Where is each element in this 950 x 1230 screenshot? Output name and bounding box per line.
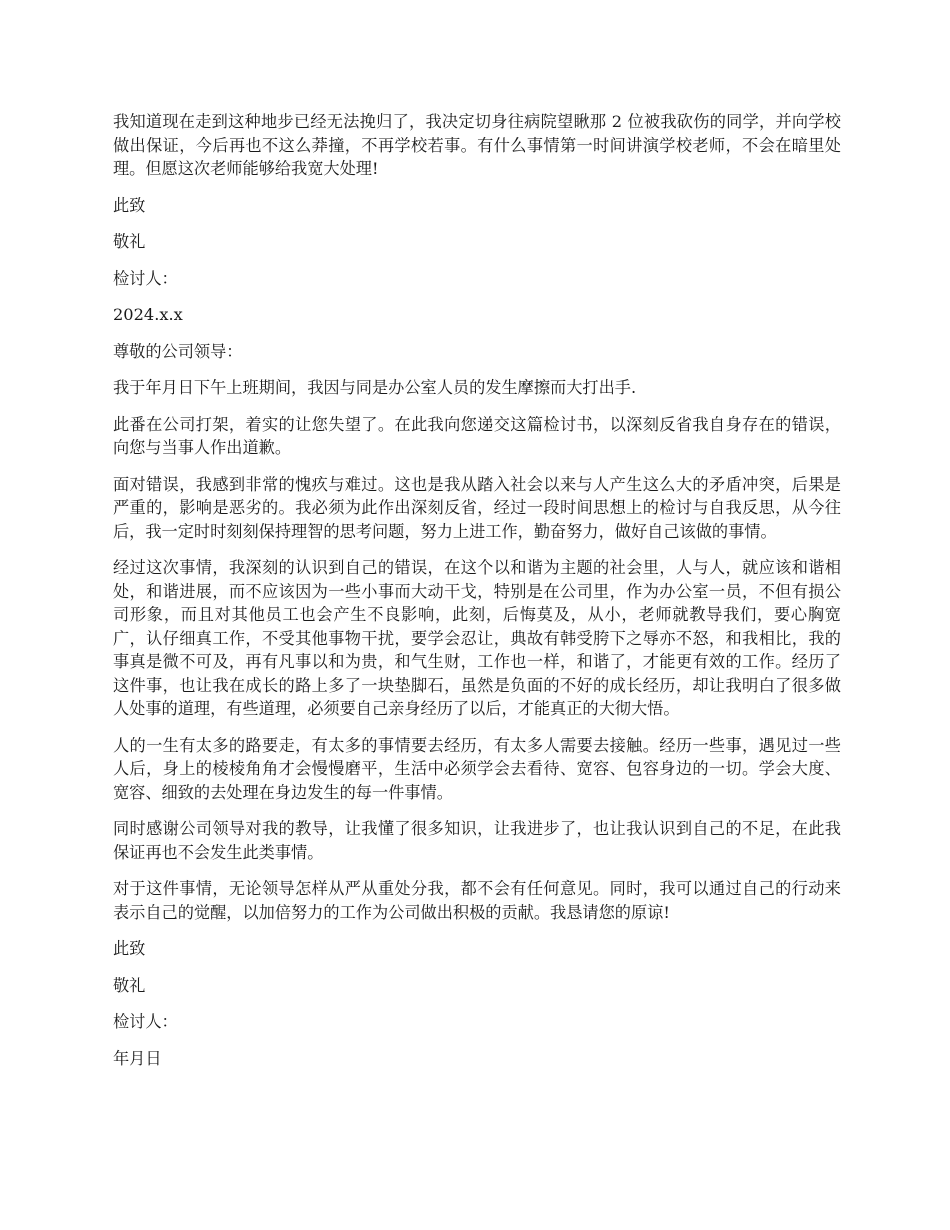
closing-regards: 敬礼 bbox=[113, 232, 146, 251]
date-line: 2024.x.x bbox=[113, 305, 183, 324]
paragraph-apology: 此番在公司打架，着实的让您失望了。在此我向您递交这篇检讨书，以深刻反省我自身存在的错误，向您与当事人作出道歉。 bbox=[113, 414, 841, 457]
closing-regards-2: 敬礼 bbox=[113, 975, 146, 995]
signature-label: 检讨人： bbox=[113, 268, 178, 288]
paragraph-commitment: 我知道现在走到这种地步已经无法挽归了，我决定切身往病院望瞅那 2 位被我砍伤的同学，并向学校做出保证，今后再也不这么莽撞，不再学校若事。有什么事情第一时间讲演学校老师，不会在暗里处理。但愿这次老师能够给我宽大处理! bbox=[113, 112, 841, 178]
paragraph-incident: 我于年月日下午上班期间，我因与同是办公室人员的发生摩擦而大打出手. bbox=[113, 378, 637, 397]
document-body bbox=[113, 110, 841, 1083]
signature-label-2: 检讨人： bbox=[113, 1012, 178, 1031]
paragraph-thanks: 同时感谢公司领导对我的教导，让我懂了很多知识，让我进步了，也让我认识到自己的不足，在此我保证再也不会发生此类事情。 bbox=[113, 819, 841, 862]
paragraph-acceptance: 对于这件事情，无论领导怎样从严从重处分我，都不会有任何意见。同时，我可以通过自己的行动来表示自己的觉醒，以加倍努力的工作为公司做出积极的贡献。我恳请您的原谅! bbox=[113, 879, 841, 922]
date-line-2: 年月日 bbox=[113, 1048, 162, 1068]
greeting: 尊敬的公司领导： bbox=[113, 341, 243, 361]
paragraph-life: 人的一生有太多的路要走，有太多的事情要去经历，有太多人需要去接触。经历一些事，遇见过一些人后，身上的棱棱角角才会慢慢磨平，生活中必须学会去看待、宽容、包容身边的一切。学会大度、宽容、细致的去处理在身边发生的每一件事情。 bbox=[113, 735, 841, 802]
paragraph-lessons: 经过这次事情，我深刻的认识到自己的错误，在这个以和谐为主题的社会里，人与人，就应该和谐相处，和谐进展，而不应该因为一些小事而大动干戈，特别是在公司里，作为办公室一员，不但有损公司形象，而且对其他员工也会产生不良影响，此刻，后悔莫及，从小，老师就教导我们，要心胸宽广，认仔细真工作，不受其他事物干扰，要学会忍让，典故有韩受胯下之辱亦不怒，和我相比，我的事真是微不可及，再有凡事以和为贵，和气生财，工作也一样，和谐了，才能更有效的工作。经历了这件事，也让我在成长的路上多了一块垫脚石，虽然是负面的不好的成长经历，却让我明白了很多做人处事的道理，有些道理，必须要自己亲身经历了以后，才能真正的大彻大悟。 bbox=[113, 558, 841, 718]
paragraph-reflection: 面对错误，我感到非常的愧疚与难过。这也是我从踏入社会以来与人产生这么大的矛盾冲突，后果是严重的，影响是恶劣的。我必须为此作出深刻反省，经过一段时间思想上的检讨与自我反思，从今往后，我一定时时刻刻保持理智的思考问题，努力上进工作，勤奋努力，做好自己该做的事情。 bbox=[113, 474, 841, 541]
closing-salutation: 此致 bbox=[113, 195, 146, 215]
closing-salutation-2: 此致 bbox=[113, 939, 146, 958]
